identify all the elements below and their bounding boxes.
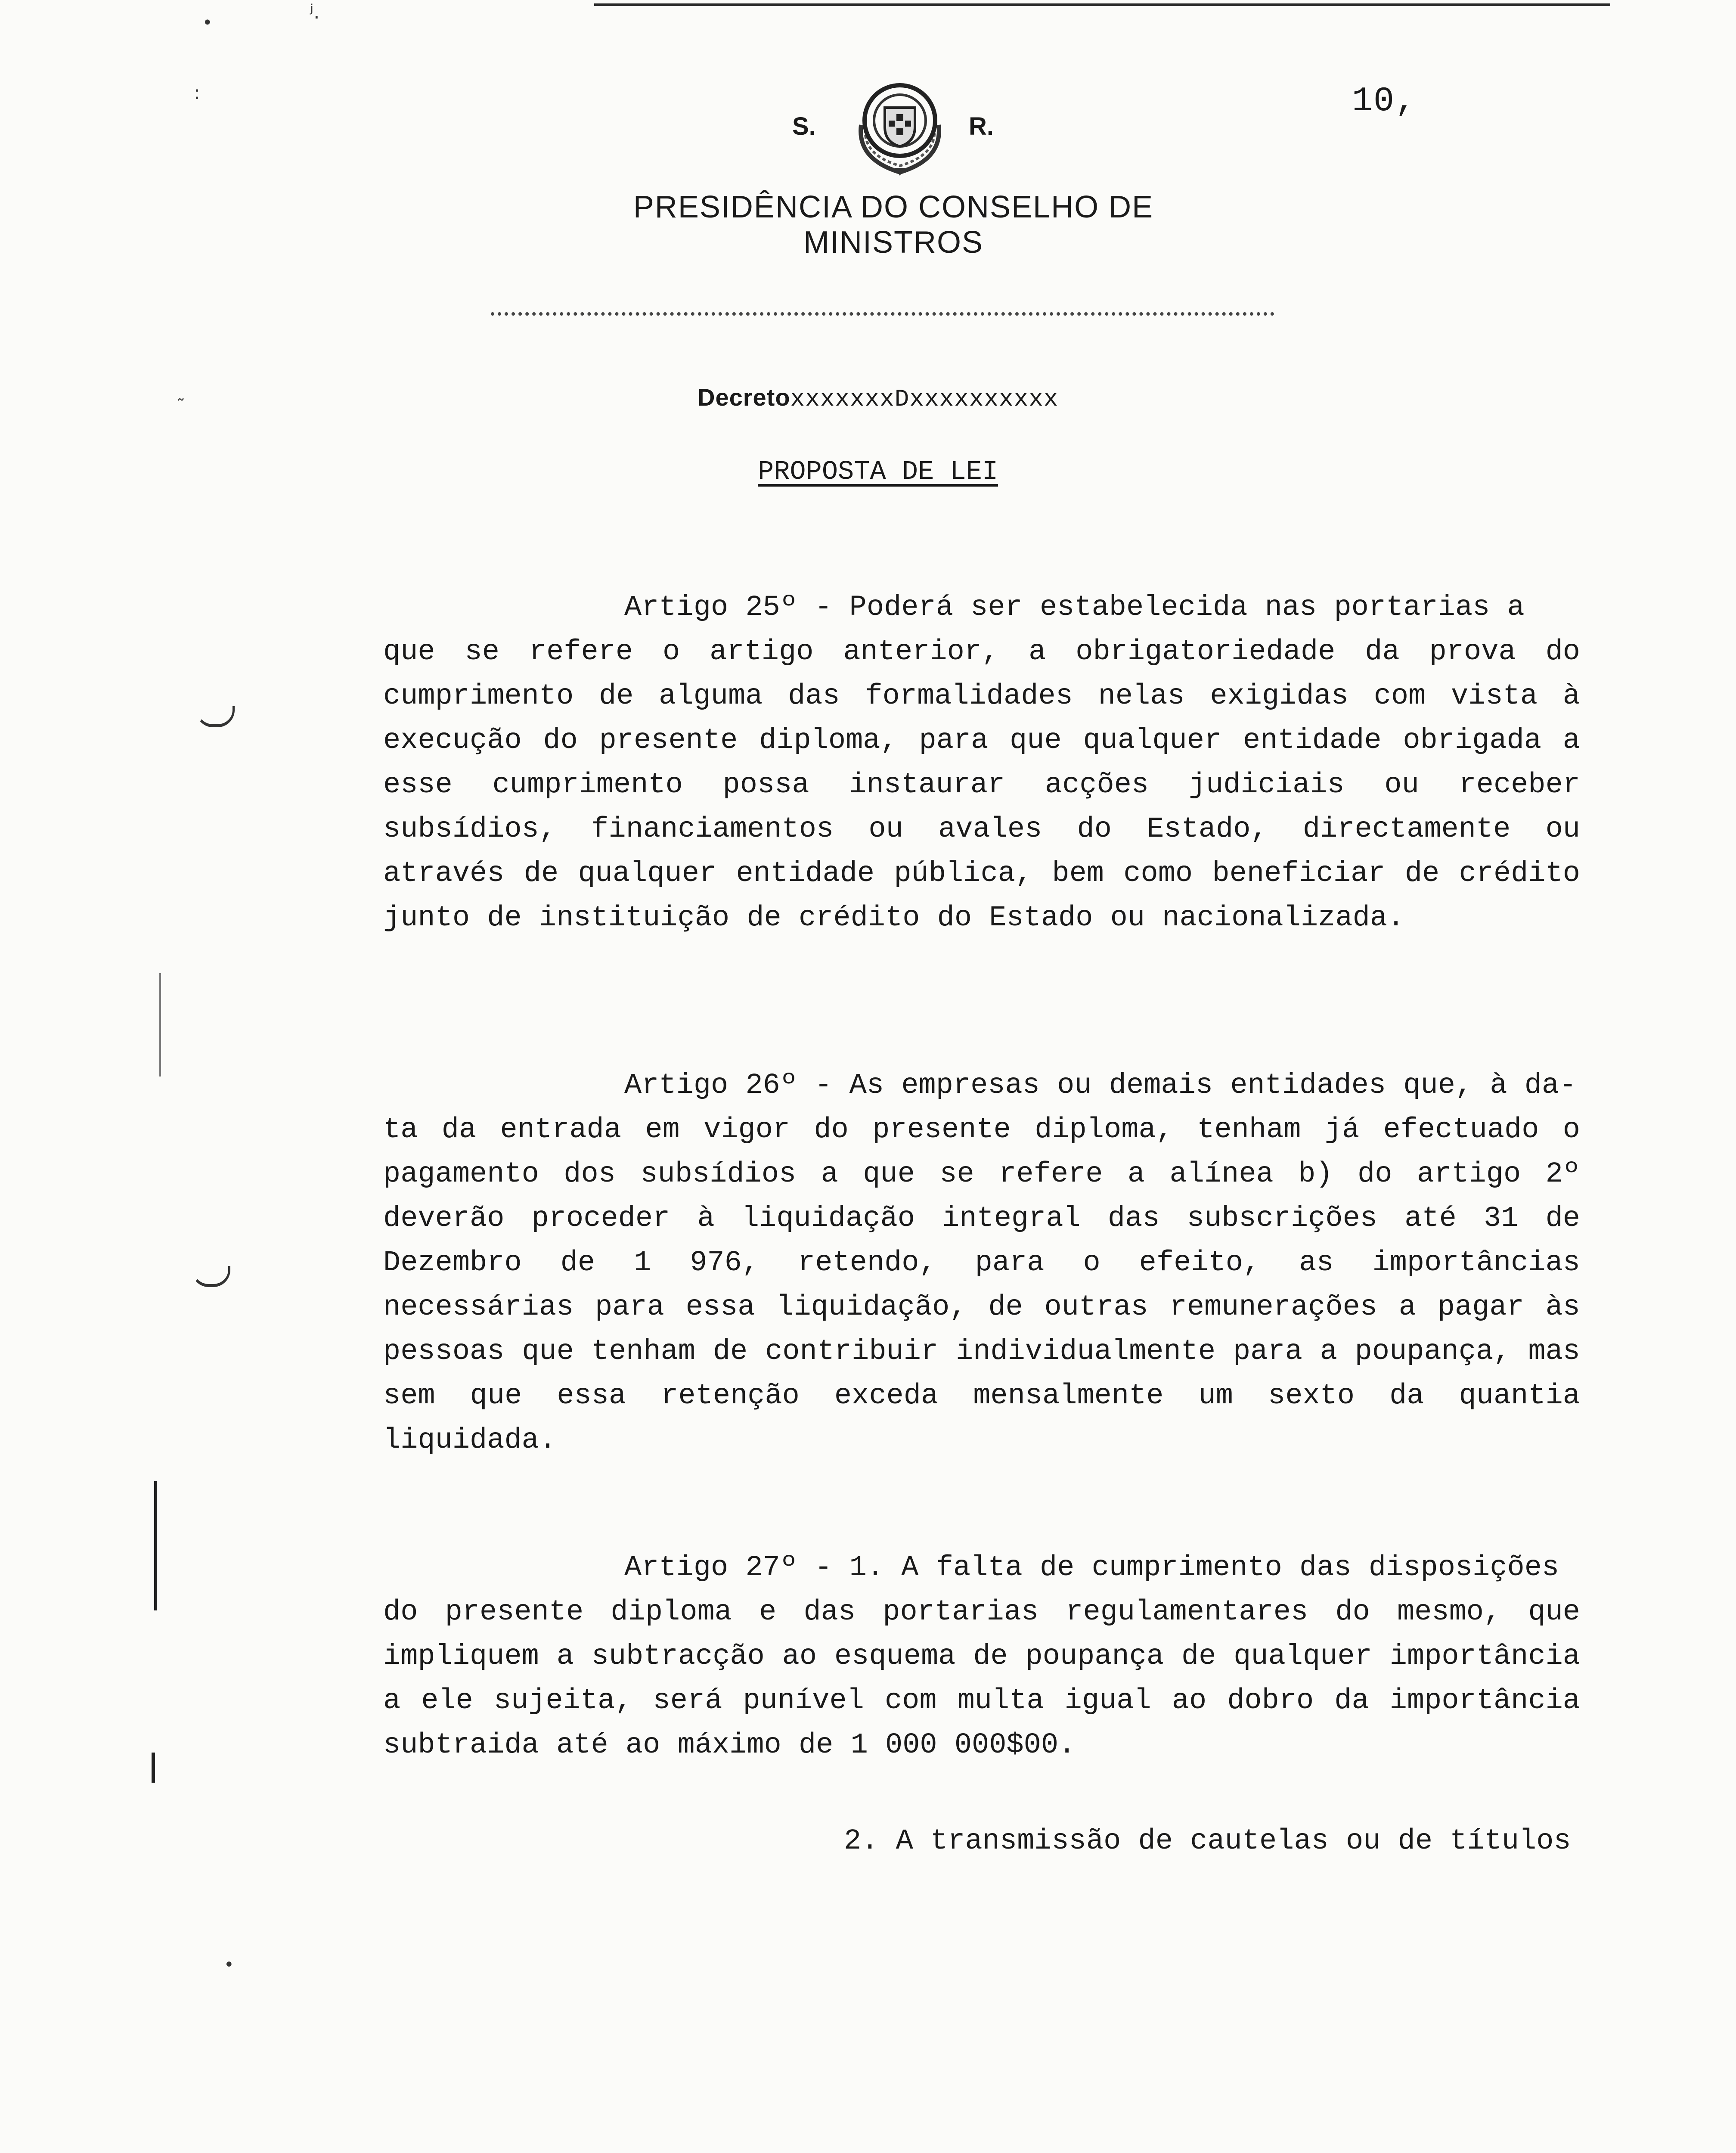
article-25	[383, 586, 1580, 940]
article-27-continuation: 2. A transmissão de cautelas ou de títulos	[844, 1825, 1571, 1858]
article-body: ta da entrada em vigor do presente diploma, tenham já efectuado o pagamento dos subsídios a que se refere a alínea b) do artigo 2º deverão proceder à liquidação integral das subscrições até 31 de Dezembro de 1 976, retendo, para o efeito, as importâncias necessárias para essa liquidação, de outras remunerações a pagar às pessoas que tenham de contribuir individualmente para a poupança, mas sem que essa retenção exceda mensalmente um sexto da quantia liquidada.	[383, 1114, 1580, 1457]
article-heading: Artigo 26º - As empresas ou demais entidades que, à da-	[624, 1069, 1577, 1102]
scan-mark: ʲ.	[310, 0, 320, 23]
scan-mark: •	[224, 1955, 234, 1975]
margin-check-mark	[192, 1266, 230, 1287]
scan-mark: ˜	[177, 396, 185, 416]
document-title: PROPOSTA DE LEI	[758, 456, 998, 487]
article-body: que se refere o artigo anterior, a obrigatoriedade da prova do cumprimento de alguma das formalidades nelas exigidas com vista à execução do presente diploma, para que qualquer entidade obrigada a esse cumprimento possa instaurar acções judiciais ou receber subsídios, financiamentos ou avales do Estado, directamente ou através de qualquer entidade pública, bem como beneficiar de crédito junto de instituição de crédito do Estado ou nacionalizada.	[383, 636, 1580, 934]
office-title: PRESIDÊNCIA DO CONSELHO DE MINISTROS	[633, 190, 1154, 260]
dotted-separator	[491, 312, 1274, 316]
article-26	[383, 1064, 1580, 1463]
x-fill: xxxxxxxDxxxxxxxxxx	[790, 385, 1059, 413]
article-27	[383, 1546, 1580, 1768]
margin-stroke	[154, 1481, 157, 1610]
scan-mark: •	[202, 13, 213, 33]
article-body: do presente diploma e das portarias regulamentares do mesmo, que impliquem a subtracção ao esquema de poupança de qualquer importância a ele sujeita, será punível com multa igual ao dobro da importância subtraida até ao máximo de 1 000 000$00.	[383, 1596, 1580, 1762]
seal-left-letter: S.	[792, 112, 816, 140]
seal-right-letter: R.	[969, 112, 994, 140]
struck-out-typed-line	[698, 383, 1058, 413]
coat-of-arms-icon	[844, 78, 956, 177]
page-number: 10,	[1352, 82, 1417, 121]
struck-word: Decreto	[698, 384, 790, 411]
top-rule	[594, 3, 1610, 6]
margin-stroke	[152, 1753, 155, 1783]
letterhead	[766, 78, 1068, 155]
margin-stroke	[159, 973, 161, 1076]
article-heading: Artigo 25º - Poderá ser estabelecida nas portarias a	[624, 591, 1525, 624]
margin-check-mark	[196, 706, 235, 727]
scan-mark: :	[194, 82, 200, 104]
article-heading: Artigo 27º - 1. A falta de cumprimento das disposições	[624, 1551, 1559, 1584]
